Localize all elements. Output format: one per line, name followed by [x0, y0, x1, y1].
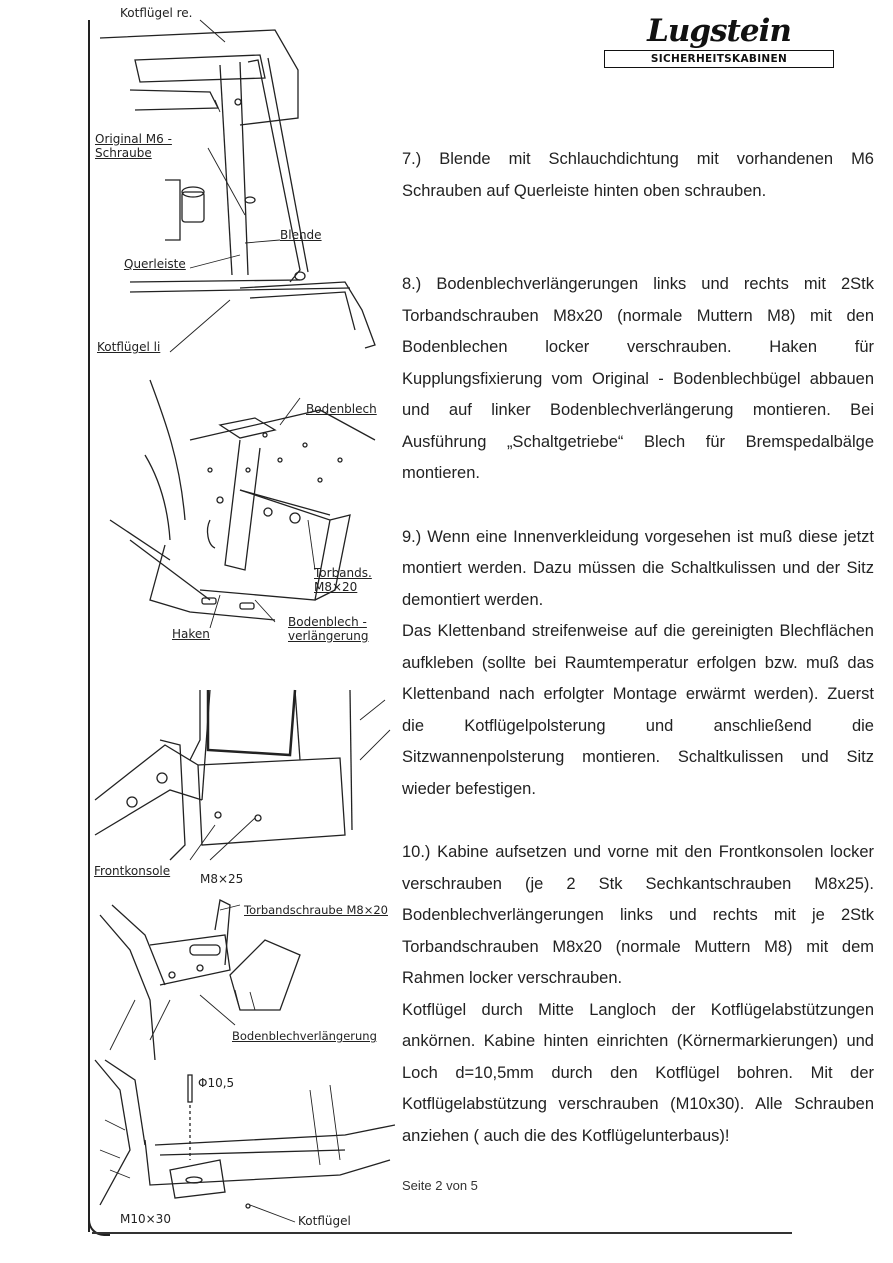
label-kotfluegel-li: Kotflügel li	[97, 340, 161, 354]
step-10: 10.) Kabine aufsetzen und vorne mit den Frontkonsolen locker verschrauben (je 2 Stk Sechkantschrauben M8x25). Bodenblechverlängerungen links und rechts mit je 2Stk Torbandschrauben M8x20 (normale Muttern M8) mit dem Rahmen locker verschrauben.	[402, 843, 874, 987]
label-blende: Blende	[280, 228, 322, 242]
label-querleiste: Querleiste	[124, 257, 186, 271]
label-bodenblechverlaengerung: Bodenblechverlängerung	[232, 1029, 377, 1043]
label-bodenblech-verlaengerung: Bodenblech - verlängerung	[288, 615, 369, 643]
instructions	[402, 144, 874, 1152]
label-frontkonsole: Frontkonsole	[94, 864, 171, 878]
step-9-detail: Das Klettenband streifenweise auf die gereinigten Blechflächen aufkleben (sollte bei Raumtemperatur erfolgen bzw. muß das Klettenband nach erfolgter Montage erwärmt werden). Zuerst die Kotflügelpolsterung und anschließend die Sitzwannenpolsterung montieren. Schaltkulissen und Sitz wieder befestigen.	[402, 622, 874, 798]
figure-blende	[100, 20, 375, 352]
logo-subtitle: SICHERHEITSKABINEN	[604, 50, 834, 68]
figure-kotfluegel	[95, 1060, 395, 1222]
step-9: 9.) Wenn eine Innenverkleidung vorgesehen ist muß diese jetzt montiert werden. Dazu müssen die Schaltkulissen und der Sitz demontiert werden.	[402, 527, 874, 609]
label-phi-10-5: Φ10,5	[198, 1076, 235, 1090]
step-10-detail: Kotflügel durch Mitte Langloch der Kotflügelabstützungen ankörnen. Kabine hinten einrichten (Körnermarkierungen) und Loch d=10,5mm durch den Kotflügel bohren. Mit der Kotflügelabstützung verschrauben (M10x30). Alle Schrauben anziehen ( auch die des Kotflügelunterbaus)!	[402, 1000, 874, 1145]
label-kotfluegel: Kotflügel	[298, 1214, 351, 1228]
label-bodenblech: Bodenblech	[306, 402, 377, 416]
label-m10x30: M10×30	[120, 1212, 171, 1226]
company-logo	[604, 14, 834, 72]
figure-frontkonsole	[95, 690, 390, 860]
page-number: Seite 2 von 5	[402, 1178, 478, 1193]
step-7: 7.) Blende mit Schlauchdichtung mit vorhandenen M6 Schrauben auf Querleiste hinten oben schrauben.	[402, 150, 874, 200]
drawings-column	[90, 0, 395, 1240]
label-torbands: Torbands. M8×20	[314, 566, 372, 594]
label-torbandschraube: Torbandschraube M8×20	[244, 903, 388, 917]
label-original-screw: Original M6 - Schraube	[95, 132, 172, 160]
logo-brand: Lugstein	[647, 13, 791, 49]
label-m8x25: M8×25	[200, 872, 244, 886]
step-8: 8.) Bodenblechverlängerungen links und rechts mit 2Stk Torbandschrauben M8x20 (normale Muttern M8) mit den Bodenblechen locker verschrauben. Haken für Kupplungsfixierung vom Original - Bodenblechbügel abbauen und auf linker Bodenblechverlängerung montieren. Bei Ausführung „Schaltgetriebe“ Blech für Bremspedalbälge montieren.	[402, 275, 874, 482]
label-haken: Haken	[172, 627, 210, 641]
label-kotfluegel-re: Kotflügel re.	[120, 6, 193, 20]
